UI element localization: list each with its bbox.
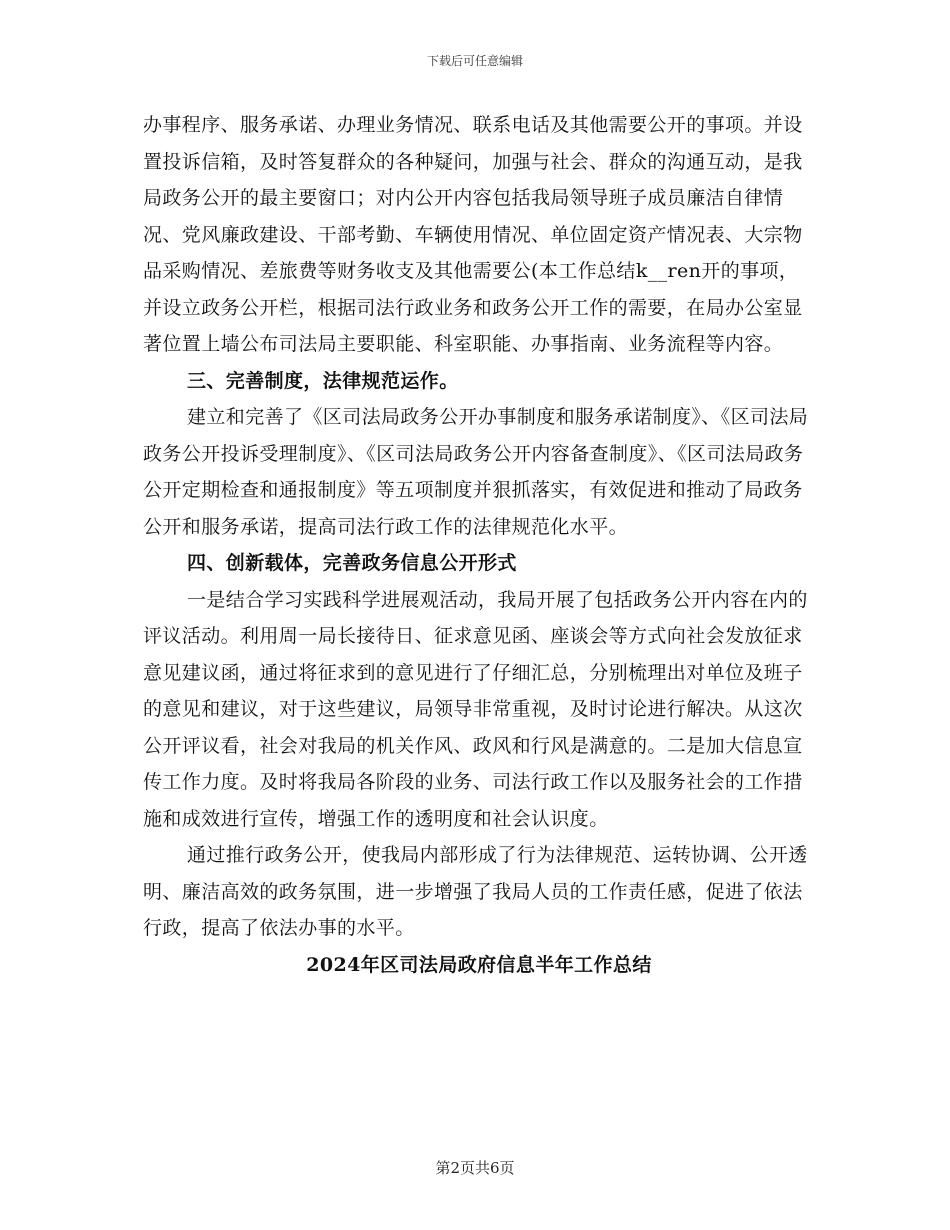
- paragraph-systems: 建立和完善了《区司法局政务公开办事制度和服务承诺制度》、《区司法局政务公开投诉受理制度》、《区司法局政务公开内容备查制度》、《区司法局政务公开定期检查和通报制度》等五项制度并狠抓落实，有效促进和推动了局政务公开和服务承诺，提高司法行政工作的法律规范化水平。: [143, 406, 809, 538]
- section-heading-3: 三、完善制度，法律规范运作。: [187, 369, 459, 392]
- next-document-title: 2024年区司法局政府信息半年工作总结: [306, 953, 652, 976]
- section-heading-4: 四、创新载体，完善政务信息公开形式: [187, 552, 517, 574]
- page-header: 下载后可任意编辑: [426, 54, 523, 68]
- page-footer: 第2页共6页: [435, 1159, 515, 1177]
- document-body: [143, 107, 815, 983]
- paragraph-public-content: 办事程序、服务承诺、办理业务情况、联系电话及其他需要公开的事项。并设置投诉信箱，及时答复群众的各种疑问，加强与社会、群众的沟通互动，是我局政务公开的最主要窗口；对内公开内容包括我局领导班子成员廉洁自律情况、党风廉政建设、干部考勤、车辆使用情况、单位固定资产情况表、大宗物品采购情况、差旅费等财务收支及其他需要公(本工作总结k__ren开的事项，并设立政务公开栏，根据司法行政业务和政务公开工作的需要，在局办公室显著位置上墙公布司法局主要职能、科室职能、办事指南、业务流程等内容。: [143, 114, 803, 355]
- paragraph-conclusion: 通过推行政务公开，使我局内部形成了行为法律规范、运转协调、公开透明、廉洁高效的政务氛围，进一步增强了我局人员的工作责任感，促进了依法行政，提高了依法办事的水平。: [143, 844, 808, 939]
- paragraph-innovation: 一是结合学习实践科学进展观活动，我局开展了包括政务公开内容在内的评议活动。利用周一局长接待日、征求意见函、座谈会等方式向社会发放征求意见建议函，通过将征求到的意见进行了仔细汇总，分别梳理出对单位及班子的意见和建议，对于这些建议，局领导非常重视，及时讨论进行解决。从这次公开评议看，社会对我局的机关作风、政风和行风是满意的。二是加大信息宣传工作力度。及时将我局各阶段的业务、司法行政工作以及服务社会的工作措施和成效进行宣传，增强工作的透明度和社会认识度。: [143, 588, 808, 830]
